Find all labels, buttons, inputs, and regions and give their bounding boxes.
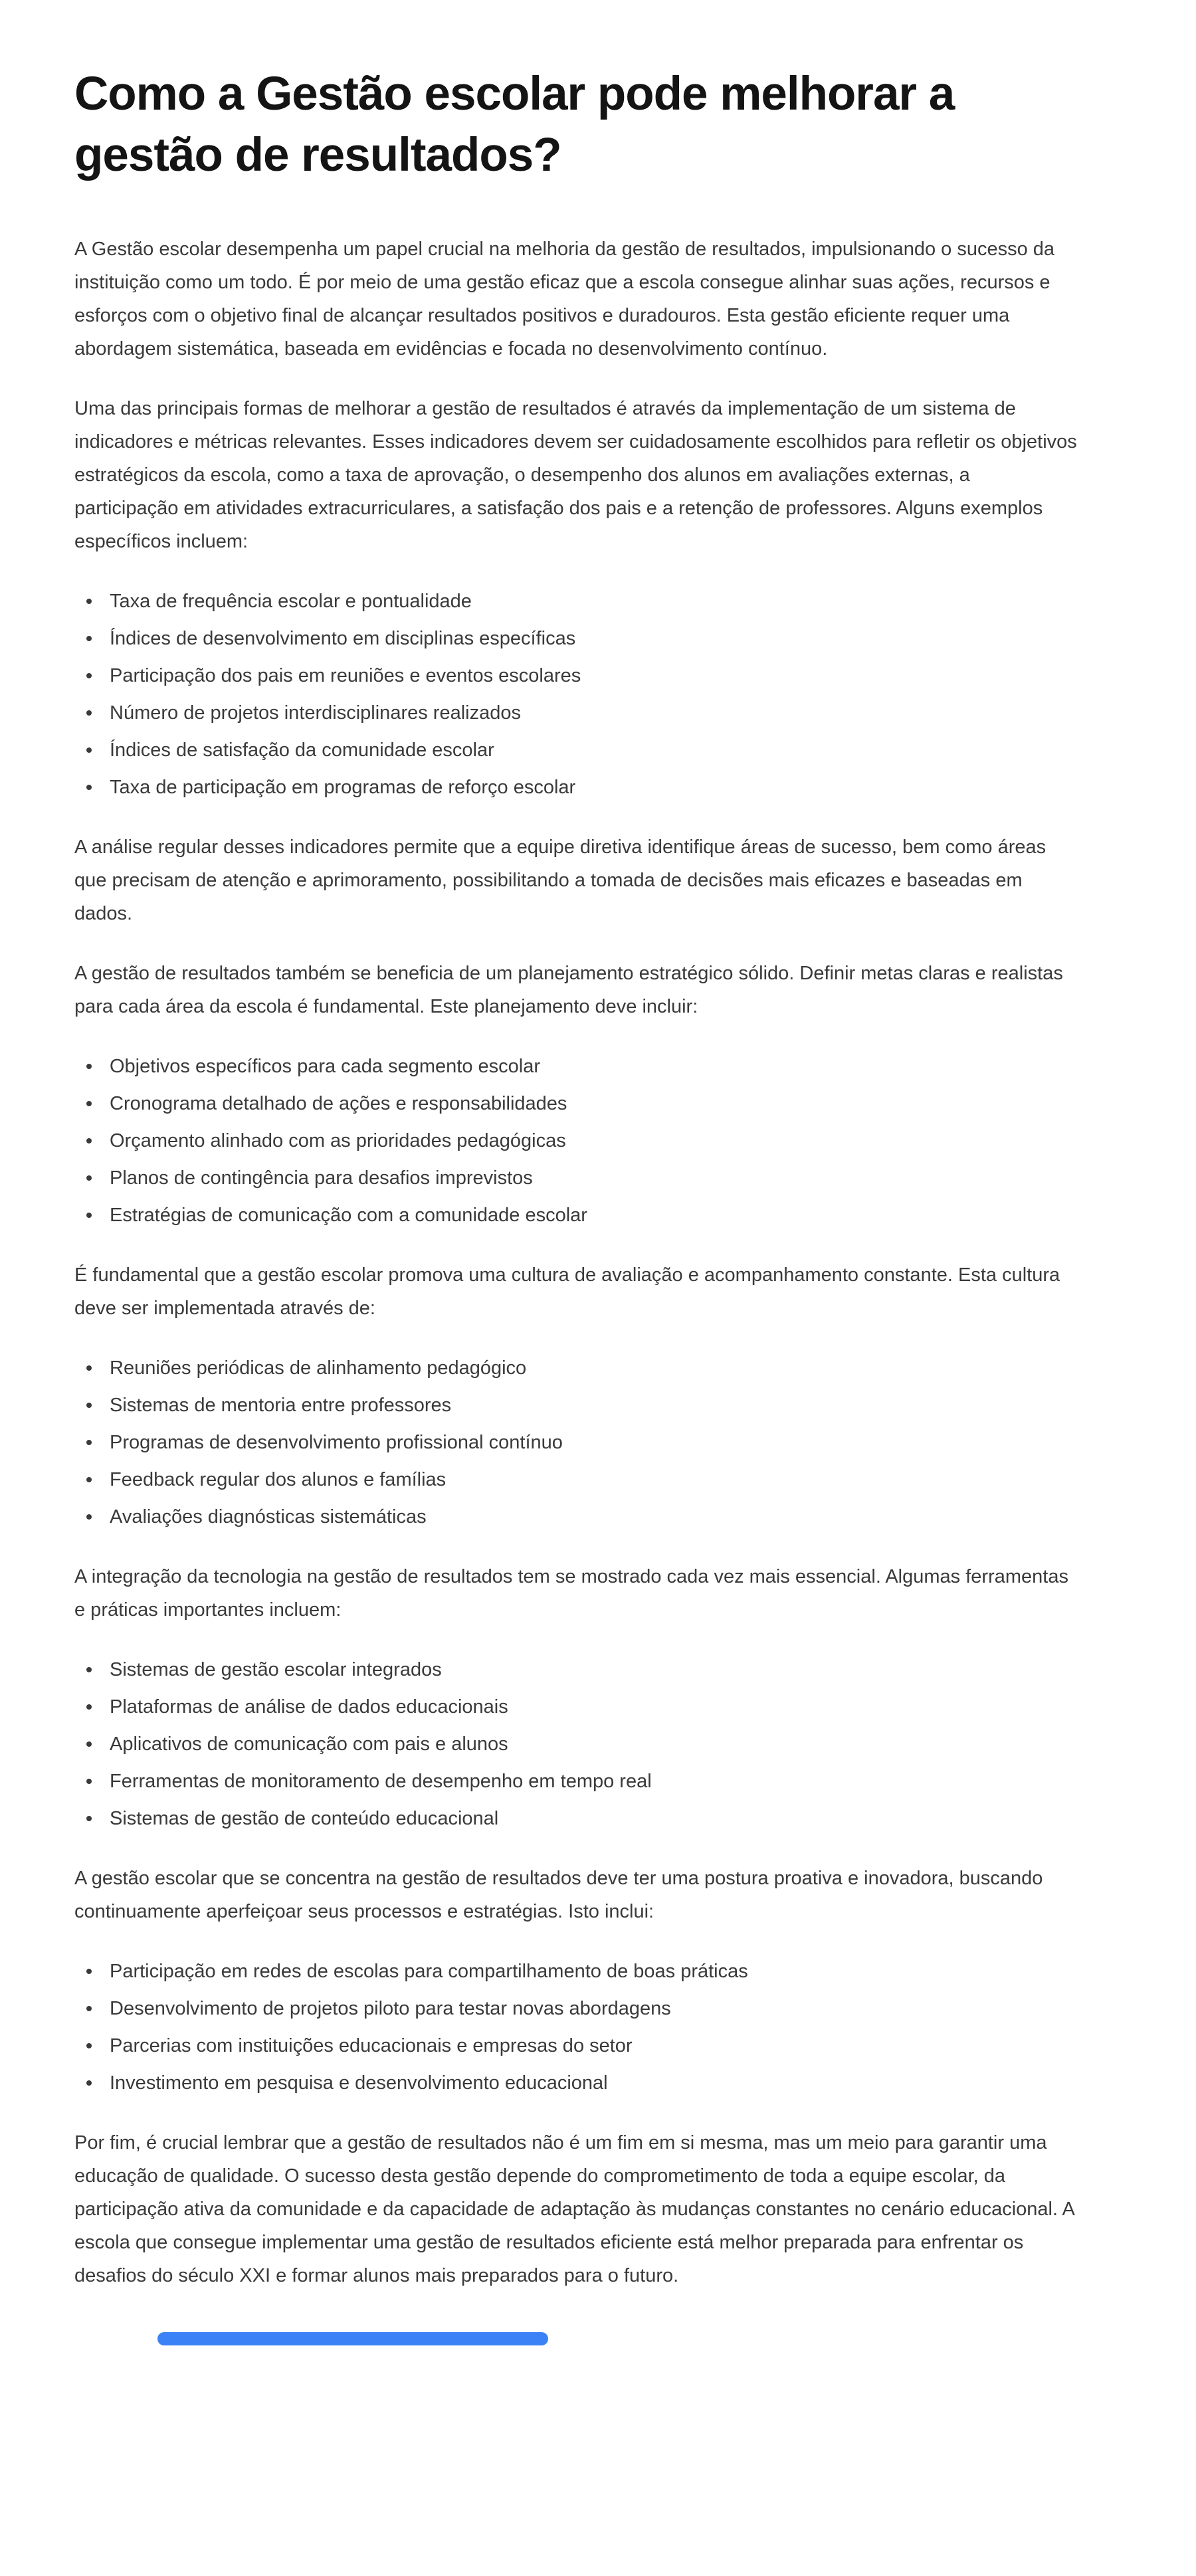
technology-paragraph: A integração da tecnologia na gestão de resultados tem se mostrado cada vez mais essencial. Algumas ferramentas e práticas importantes incluem: [74,1566,1068,1621]
list-item: Índices de satisfação da comunidade escolar [110,734,1080,767]
culture-list [74,1351,1080,1534]
planning-list [74,1050,1080,1232]
list-item: Taxa de frequência escolar e pontualidade [110,585,1080,618]
list-item: Reuniões periódicas de alinhamento pedagógico [110,1351,1080,1385]
indicators-list [74,585,1080,804]
list-item: Objetivos específicos para cada segmento escolar [110,1050,1080,1083]
article-title: Como a Gestão escolar pode melhorar a gestão de resultados? [74,68,955,181]
list-item: Número de projetos interdisciplinares realizados [110,696,1080,730]
indicators-paragraph: Uma das principais formas de melhorar a gestão de resultados é através da implementação de um sistema de indicadores e métricas relevantes. Esses indicadores devem ser cuidadosamente escolhidos para refletir os objetivos estratégicos da escola, como a taxa de aprovação, o desempenho dos alunos em avaliações externas, a participação em atividades extracurriculares, a satisfação dos pais e a retenção de professores. Alguns exemplos específicos incluem: [74,398,1077,552]
innovation-paragraph: A gestão escolar que se concentra na gestão de resultados deve ter uma postura proativa e inovadora, buscando continuamente aperfeiçoar seus processos e estratégias. Isto inclui: [74,1868,1043,1922]
list-item: Parcerias com instituições educacionais e empresas do setor [110,2029,1080,2062]
list-item: Avaliações diagnósticas sistemáticas [110,1500,1080,1534]
analysis-paragraph: A análise regular desses indicadores permite que a equipe diretiva identifique áreas de sucesso, bem como áreas que precisam de atenção e aprimoramento, possibilitando a tomada de decisões mais eficazes e baseadas em dados. [74,837,1046,924]
list-item: Estratégias de comunicação com a comunidade escolar [110,1199,1080,1232]
list-item: Desenvolvimento de projetos piloto para testar novas abordagens [110,1992,1080,2025]
technology-list [74,1653,1080,1835]
intro-paragraph: A Gestão escolar desempenha um papel crucial na melhoria da gestão de resultados, impulsionando o sucesso da instituição como um todo. É por meio de uma gestão eficaz que a escola consegue alinhar suas ações, recursos e esforços com o objetivo final de alcançar resultados positivos e duradouros. Esta gestão eficiente requer uma abordagem sistemática, baseada em evidências e focada no desenvolvimento contínuo. [74,239,1055,359]
list-item: Taxa de participação em programas de reforço escolar [110,771,1080,804]
conclusion-paragraph: Por fim, é crucial lembrar que a gestão de resultados não é um fim em si mesma, mas um meio para garantir uma educação de qualidade. O sucesso desta gestão depende do comprometimento de toda a equipe escolar, da participação ativa da comunidade e da capacidade de adaptação às mudanças constantes no cenário educacional. A escola que consegue implementar uma gestão de resultados eficiente está melhor preparada para enfrentar os desafios do século XXI e formar alunos mais preparados para o futuro. [74,2132,1074,2286]
list-item: Feedback regular dos alunos e famílias [110,1463,1080,1496]
list-item: Plataformas de análise de dados educacionais [110,1690,1080,1724]
planning-paragraph: A gestão de resultados também se beneficia de um planejamento estratégico sólido. Definir metas claras e realistas para cada área da escola é fundamental. Este planejamento deve incluir: [74,963,1063,1017]
list-item: Sistemas de gestão escolar integrados [110,1653,1080,1686]
list-item: Programas de desenvolvimento profissional contínuo [110,1426,1080,1459]
list-item: Planos de contingência para desafios imprevistos [110,1161,1080,1195]
article [74,64,1091,2345]
list-item: Participação em redes de escolas para compartilhamento de boas práticas [110,1955,1080,1988]
list-item: Índices de desenvolvimento em disciplinas específicas [110,622,1080,655]
list-item: Participação dos pais em reuniões e eventos escolares [110,659,1080,692]
innovation-list [74,1955,1080,2100]
list-item: Cronograma detalhado de ações e responsabilidades [110,1087,1080,1120]
culture-paragraph: É fundamental que a gestão escolar promova uma cultura de avaliação e acompanhamento constante. Esta cultura deve ser implementada através de: [74,1264,1060,1319]
accent-bar [157,2332,548,2345]
list-item: Sistemas de mentoria entre professores [110,1389,1080,1422]
list-item: Orçamento alinhado com as prioridades pedagógicas [110,1124,1080,1157]
list-item: Sistemas de gestão de conteúdo educacional [110,1802,1080,1835]
list-item: Aplicativos de comunicação com pais e alunos [110,1728,1080,1761]
list-item: Investimento em pesquisa e desenvolvimento educacional [110,2066,1080,2100]
list-item: Ferramentas de monitoramento de desempenho em tempo real [110,1765,1080,1798]
